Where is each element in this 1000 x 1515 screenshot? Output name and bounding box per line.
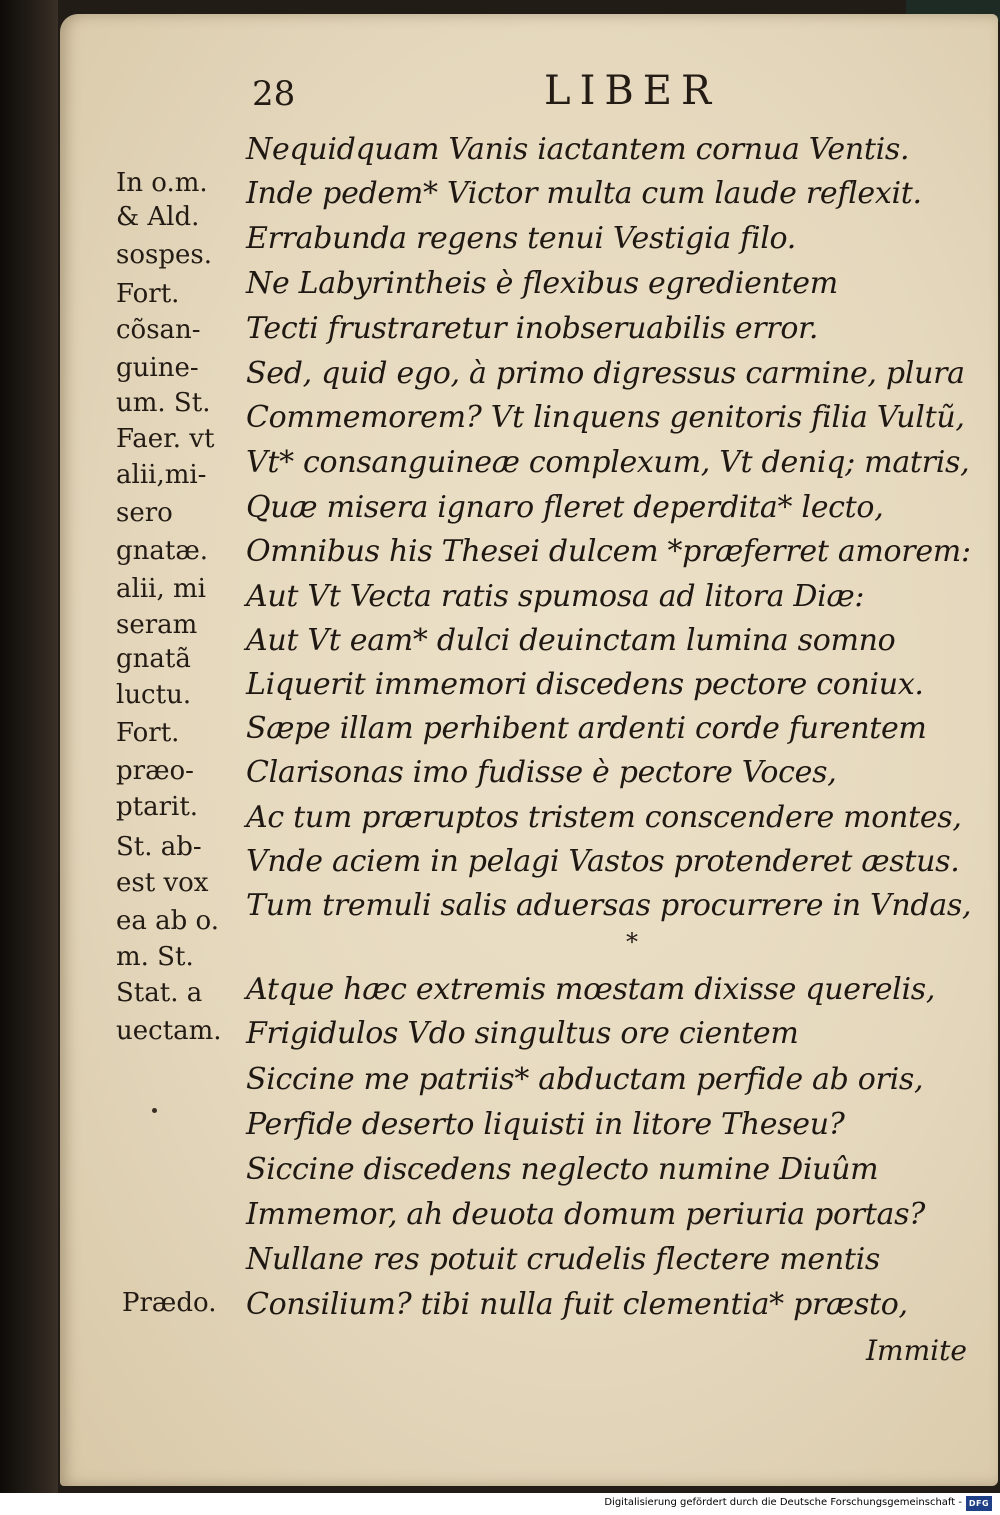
- verse-line: Sed, quid ego, à primo digressus carmine, plura: [246, 356, 965, 391]
- marginal-note: ea ab o.: [116, 906, 220, 936]
- marginal-note: cõsan-: [116, 315, 201, 345]
- verse-line: Frigidulos Vdo singultus ore cientem: [246, 1016, 799, 1051]
- verse-line: Siccine discedens neglecto numine Diuûm: [246, 1152, 879, 1187]
- verse-line: Consilium? tibi nulla fuit clementia* præsto,: [246, 1287, 908, 1322]
- marginal-note: Fort.: [116, 718, 180, 748]
- marginal-note: ptarit.: [116, 792, 199, 822]
- dfg-logo: DFG: [966, 1496, 992, 1511]
- verse-line: Errabunda regens tenui Vestigia filo.: [246, 221, 797, 256]
- verse-line: Omnibus his Thesei dulcem *præferret amorem:: [246, 534, 971, 569]
- verse-line: Clarisonas imo fudisse è pectore Voces,: [246, 755, 837, 790]
- verse-line: Aut Vt eam* dulci deuinctam lumina somno: [246, 623, 896, 658]
- marginal-note: m. St.: [116, 942, 194, 972]
- verse-line: Tecti frustraretur inobseruabilis error.: [246, 311, 819, 346]
- funding-notice: Digitalisierung gefördert durch die Deutsche Forschungsgemeinschaft -: [604, 1497, 962, 1508]
- verse-line: Siccine me patriis* abductam perfide ab oris,: [246, 1062, 924, 1097]
- marginal-note: gnatã: [116, 644, 191, 674]
- marginal-note: um. St.: [116, 388, 211, 418]
- page-number: 28: [252, 74, 296, 114]
- marginal-note: & Ald.: [116, 202, 200, 232]
- marginal-note: guine-: [116, 353, 199, 383]
- verse-line: Tum tremuli salis aduersas procurrere in Vndas,: [246, 888, 972, 923]
- marginal-note: sospes.: [116, 240, 212, 270]
- verse-line: Nequidquam Vanis iactantem cornua Ventis.: [246, 132, 910, 167]
- marginal-note: seram: [116, 610, 198, 640]
- catchword: Immite: [866, 1334, 967, 1367]
- marginal-note: St. ab-: [116, 832, 202, 862]
- verse-line: Liquerit immemori discedens pectore coniux.: [246, 667, 924, 702]
- marginal-note: alii,mi-: [116, 460, 207, 490]
- verse-line: Aut Vt Vecta ratis spumosa ad litora Diæ:: [246, 579, 865, 614]
- verse-line: Atque hæc extremis mœstam dixisse querelis,: [246, 972, 936, 1007]
- verse-line: Quæ misera ignaro fleret deperdita* lecto,: [246, 490, 884, 525]
- marginal-note: præo-: [116, 756, 194, 786]
- running-head: LIBER: [544, 68, 721, 114]
- verse-line: Nullane res potuit crudelis flectere mentis: [246, 1242, 881, 1277]
- verse-line: Vt* consanguineæ complexum, Vt deniq; matris,: [246, 445, 970, 480]
- marginal-note: uectam.: [116, 1016, 222, 1046]
- verse-line: Ne Labyrintheis è flexibus egredientem: [246, 266, 838, 301]
- verse-line: Perfide deserto liquisti in litore Theseu?: [246, 1107, 845, 1142]
- verse-line: Inde pedem* Victor multa cum laude reflexit.: [246, 176, 922, 211]
- ink-dot: [152, 1108, 157, 1113]
- footer-bar: [0, 1493, 1000, 1515]
- marginal-note: est vox: [116, 868, 209, 898]
- marginal-note: gnatæ.: [116, 536, 209, 566]
- verse-asterisk: *: [626, 928, 638, 956]
- marginal-note: Prædo.: [122, 1288, 217, 1318]
- marginal-note: In o.m.: [116, 168, 208, 198]
- verse-line: Ac tum præruptos tristem conscendere montes,: [246, 800, 962, 835]
- verse-line: Vnde aciem in pelagi Vastos protenderet æstus.: [246, 844, 960, 879]
- marginal-note: Fort.: [116, 279, 180, 309]
- marginal-note: luctu.: [116, 680, 192, 710]
- binding-edge: [0, 0, 58, 1493]
- marginal-note: Stat. a: [116, 978, 203, 1008]
- marginal-note: alii, mi: [116, 574, 206, 604]
- marginal-note: sero: [116, 498, 173, 528]
- marginal-note: Faer. vt: [116, 424, 215, 454]
- verse-line: Sæpe illam perhibent ardenti corde furentem: [246, 711, 927, 746]
- verse-line: Immemor, ah deuota domum periuria portas?: [246, 1197, 926, 1232]
- verse-line: Commemorem? Vt linquens genitoris filia Vultũ,: [246, 400, 965, 435]
